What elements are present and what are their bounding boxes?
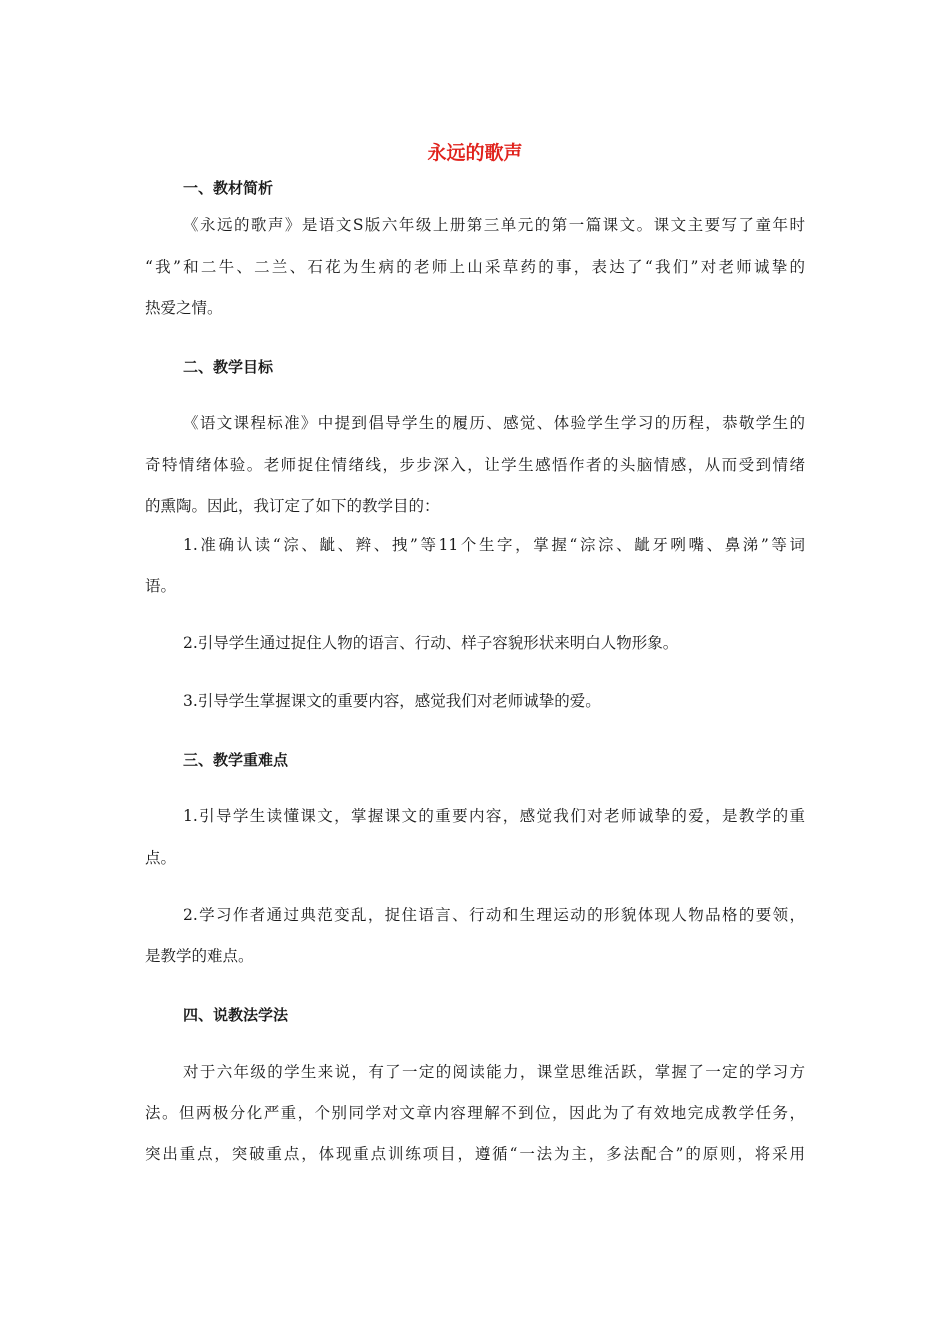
paragraph-line: 是教学的难点。 [145,947,254,965]
paragraph-line: 语。 [145,577,177,595]
paragraph-line: 热爱之情。 [145,299,223,317]
paragraph-line: 的熏陶。因此，我订定了如下的教学目的： [145,497,440,515]
key-point-item-1: 1.引导学生读懂课文，掌握课文的重要内容，感觉我们对老师诚挚的爱，是教学的重 [183,807,805,825]
goal-item-3: 3.引导学生掌握课文的重要内容，感觉我们对老师诚挚的爱。 [183,692,601,710]
section-heading-textbook-analysis: 一、教材简析 [183,179,274,197]
paragraph-line: “我”和二牛、二兰、石花为生病的老师上山采草药的事，表达了“我们”对老师诚挚的 [145,258,805,276]
goal-item-1: 1.准确认读“淙、龇、辫、拽”等11个生字，掌握“淙淙、龇牙咧嘴、鼻涕”等词 [183,536,805,554]
document-title: 永远的歌声 [427,142,523,164]
section-heading-teaching-goals: 二、教学目标 [183,358,274,376]
section-heading-key-points: 三、教学重难点 [183,751,289,769]
paragraph-line: 点。 [145,849,177,867]
goal-item-2: 2.引导学生通过捉住人物的语言、行动、样子容貌形状来明白人物形象。 [183,634,679,652]
paragraph-line: 《永远的歌声》是语文S版六年级上册第三单元的第一篇课文。课文主要写了童年时 [183,216,805,234]
paragraph-line: 奇特情绪体验。老师捉住情绪线，步步深入，让学生感悟作者的头脑情感，从而受到情绪 [145,456,805,474]
key-point-item-2: 2.学习作者通过典范变乱，捉住语言、行动和生理运动的形貌体现人物品格的要领， [183,906,805,924]
paragraph-line: 《语文课程标准》中提到倡导学生的履历、感觉、体验学生学习的历程，恭敬学生的 [183,414,805,432]
section-heading-methods: 四、说教法学法 [183,1006,289,1024]
paragraph-line: 法。但两极分化严重，个别同学对文章内容理解不到位，因此为了有效地完成教学任务， [145,1104,805,1122]
paragraph-line: 突出重点，突破重点，体现重点训练项目，遵循“一法为主，多法配合”的原则，将采用 [145,1145,805,1163]
paragraph-line: 对于六年级的学生来说，有了一定的阅读能力，课堂思维活跃，掌握了一定的学习方 [183,1063,805,1081]
